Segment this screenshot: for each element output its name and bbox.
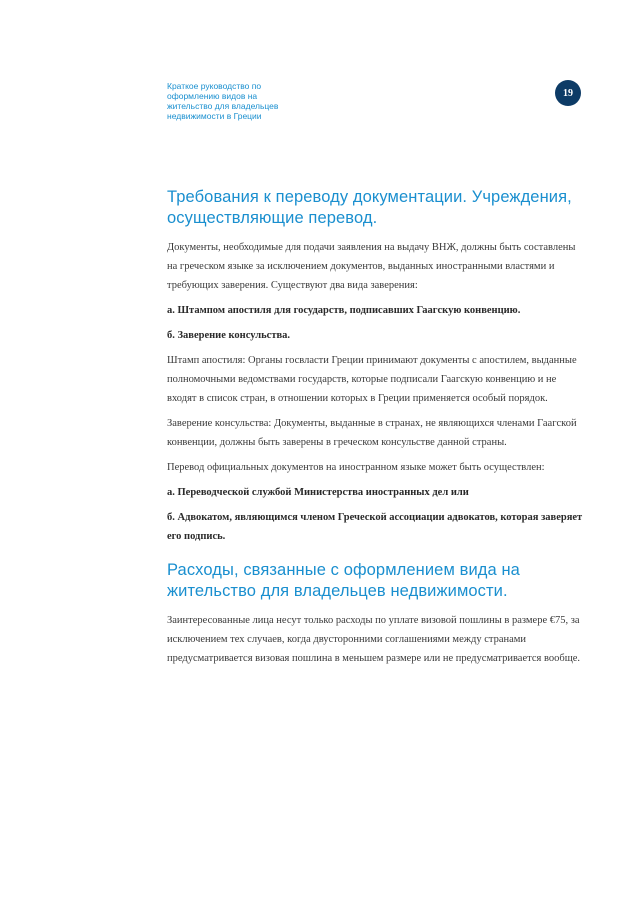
paragraph: Заинтересованные лица несут только расходы по уплате визовой пошлины в размере €75, за исключением тех случаев, когда двусторонними соглашениями между странами предусматривается визовая пошлина в меньшем размере или не предусматривается вообще. [167, 615, 581, 664]
paragraph: Штамп апостиля: Органы госвласти Греции принимают документы с апостилем, выданные полномочными ведомствами государств, которые подписали Гаагскую конвенцию и не входят в список стран, в отношении которых в Греции применяется особый порядок. [167, 355, 577, 404]
paragraph: Заверение консульства: Документы, выданные в странах, не являющихся членами Гаагской конвенции, должны быть заверены в греческом консульстве данной страны. [167, 418, 577, 448]
page-content [167, 187, 587, 668]
paragraph-bold: б. Заверение консульства. [167, 330, 291, 341]
section-heading-expenses: Расходы, связанные с оформлением вида на жительство для владельцев недвижимости. [167, 561, 520, 600]
document-header-title: Краткое руководство по оформлению видов на жительство для владельцев недвижимости в Греции [167, 81, 279, 121]
paragraph-bold: а. Переводческой службой Министерства иностранных дел или [167, 487, 469, 498]
paragraph: Перевод официальных документов на иностранном языке может быть осуществлен: [167, 462, 545, 473]
section-heading-translation: Требования к переводу документации. Учреждения, осуществляющие перевод. [167, 188, 572, 227]
paragraph-bold: б. Адвокатом, являющимся членом Греческой ассоциации адвокатов, которая заверяет его подпись. [167, 512, 583, 542]
paragraph: Документы, необходимые для подачи заявления на выдачу ВНЖ, должны быть составлены на греческом языке за исключением документов, выданных иностранными властями и требующих заверения. Существуют два вида заверения: [167, 242, 576, 291]
page-number-badge: 19 [555, 80, 581, 106]
paragraph-bold: а. Штампом апостиля для государств, подписавших Гаагскую конвенцию. [167, 305, 521, 316]
